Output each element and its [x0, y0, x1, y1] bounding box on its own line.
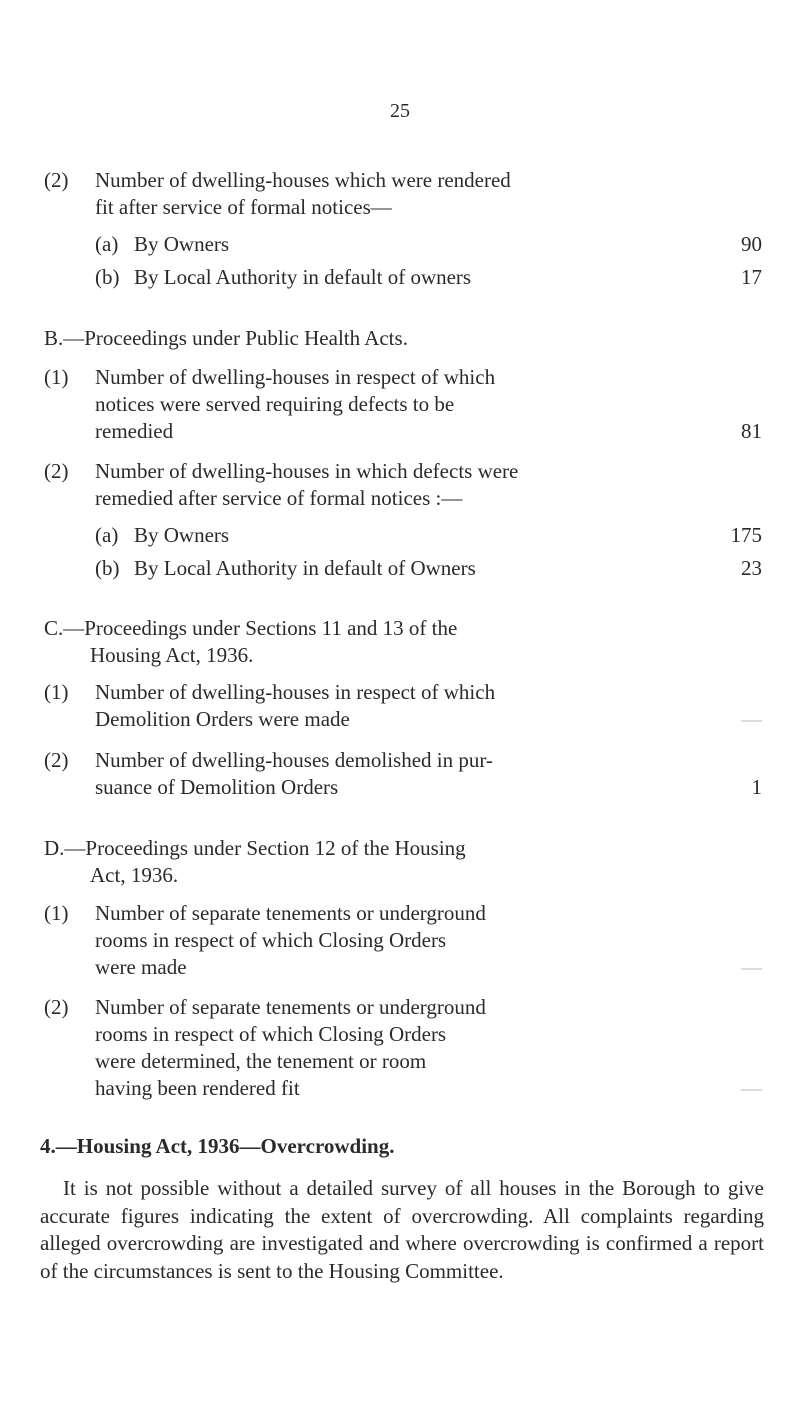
item-label: (2) — [44, 168, 69, 192]
item-text: Number of dwelling-houses which were rendered — [95, 168, 511, 192]
item-label: (2) — [44, 995, 69, 1019]
item-text: notices were served requiring defects to be — [95, 392, 455, 416]
item-text: remedied after service of formal notices :— — [95, 486, 463, 510]
item-text: Number of dwelling-houses in respect of which — [95, 680, 496, 704]
value: — — [741, 707, 762, 731]
item-label: (1) — [44, 365, 69, 389]
item-text: having been rendered fit — [95, 1076, 300, 1100]
subitem-text: By Local Authority in default of Owners — [134, 556, 476, 580]
value: 17 — [741, 265, 762, 289]
item-label: (2) — [44, 459, 69, 483]
item-text: Number of dwelling-houses in which defects were — [95, 459, 519, 483]
section-heading: C.—Proceedings under Sections 11 and 13 of the — [44, 616, 458, 640]
subitem-text: By Local Authority in default of owners — [134, 265, 472, 289]
page-number: 25 — [390, 100, 410, 122]
item-text: Number of dwelling-houses demolished in pur- — [95, 748, 493, 772]
item-text: Number of separate tenements or underground — [95, 995, 486, 1019]
section-heading: B.—Proceedings under Public Health Acts. — [44, 326, 408, 350]
item-text: were made — [95, 955, 187, 979]
value: 1 — [751, 775, 762, 799]
item-text: Number of dwelling-houses in respect of which — [95, 365, 496, 389]
subitem-label: (b) — [95, 556, 120, 580]
value: 175 — [730, 523, 762, 547]
item-text: Demolition Orders were made — [95, 707, 350, 731]
subitem-text: By Owners — [134, 232, 230, 256]
value: — — [741, 1076, 762, 1100]
item-text: fit after service of formal notices— — [95, 195, 392, 219]
section-heading: Housing Act, 1936. — [90, 643, 254, 667]
subitem-label: (b) — [95, 265, 120, 289]
subitem-label: (a) — [95, 523, 119, 547]
section-heading: D.—Proceedings under Section 12 of the Housing — [44, 836, 466, 860]
value: 81 — [741, 419, 762, 443]
body-paragraph: It is not possible without a detailed survey of all houses in the Borough to give accurate figures indicating the extent of overcrowding. All complaints regarding alleged overcrowding are investigated and where overcrowding is confirmed a report of the circumstances is sent to the Housing Committee. — [40, 1176, 764, 1283]
section-heading: 4.—Housing Act, 1936—Overcrowding. — [40, 1134, 395, 1158]
value: 90 — [741, 232, 762, 256]
item-text: Number of separate tenements or underground — [95, 901, 486, 925]
section-heading: Act, 1936. — [90, 863, 179, 887]
item-text: rooms in respect of which Closing Orders — [95, 928, 447, 952]
item-label: (2) — [44, 748, 69, 772]
item-label: (1) — [44, 680, 69, 704]
item-text: rooms in respect of which Closing Orders — [95, 1022, 447, 1046]
item-label: (1) — [44, 901, 69, 925]
subitem-text: By Owners — [134, 523, 230, 547]
value: 23 — [741, 556, 762, 580]
item-text: were determined, the tenement or room — [95, 1049, 427, 1073]
item-text: suance of Demolition Orders — [95, 775, 339, 799]
value: — — [741, 955, 762, 979]
subitem-label: (a) — [95, 232, 119, 256]
item-text: remedied — [95, 419, 174, 443]
